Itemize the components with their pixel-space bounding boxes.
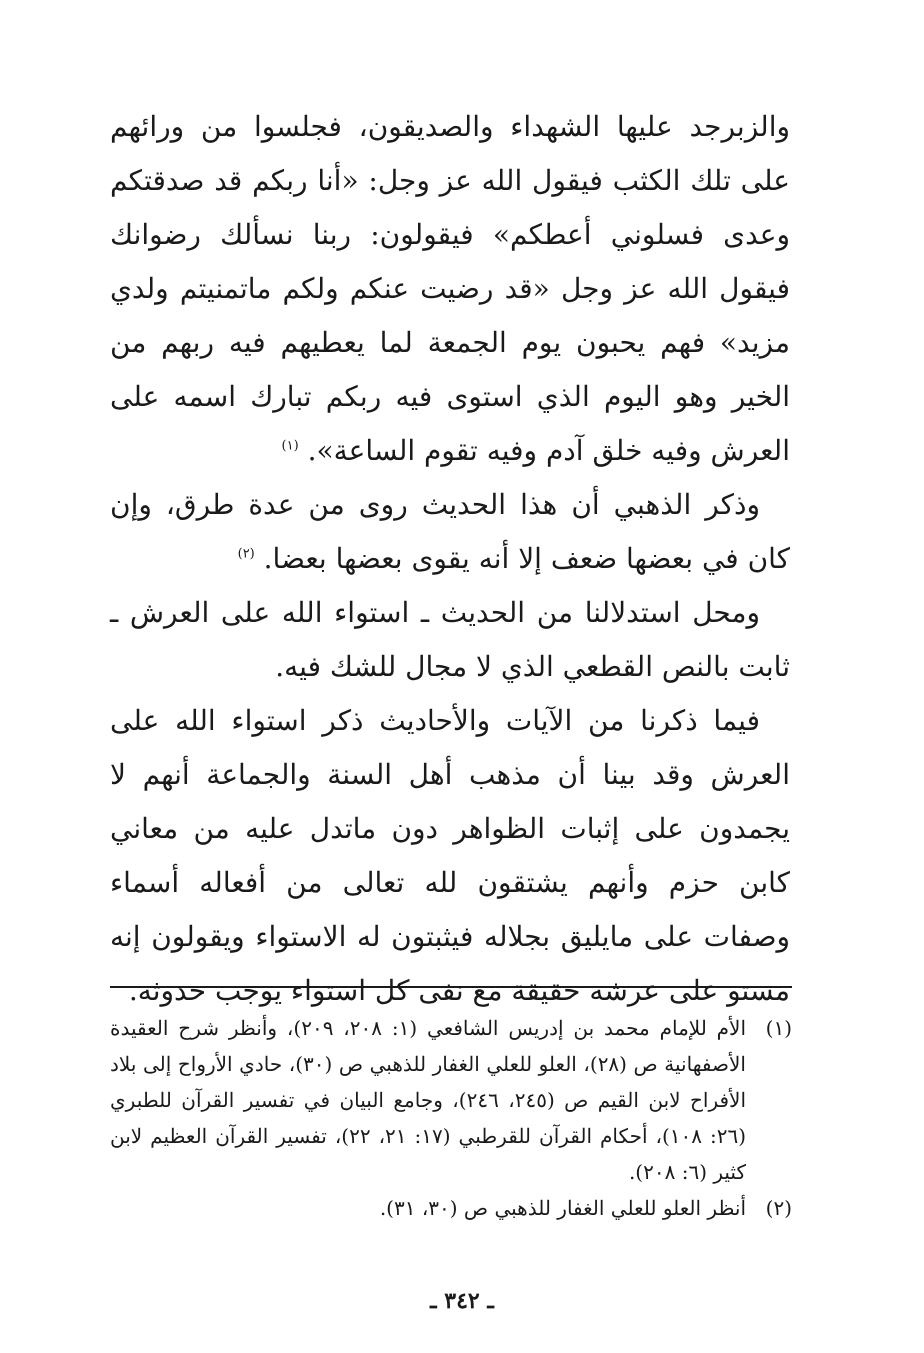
paragraph-2 bbox=[110, 478, 790, 586]
footnote-divider bbox=[110, 986, 792, 988]
main-text bbox=[110, 100, 790, 1018]
paragraph-4-text: فيما ذكرنا من الآيات والأحاديث ذكر استواء الله على العرش وقد بينا أن مذهب أهل السنة والجماعة أنهم لا يجمدون على إثبات الظواهر دون ماتدل عليه من معاني كابن حزم وأنهم يشتقون لله تعالى من أفعاله أسماء وصفات على مايليق بجلاله فيثبتون له الاستواء ويقولون إنه مستو على عرشه حقيقة مع نفى كل استواء يوجب حدوثه. bbox=[110, 704, 790, 1007]
footnote-1 bbox=[110, 1010, 792, 1190]
footnote-2-text: أنظر العلو للعلي الغفار للذهبي ص (٣٠، ٣١). bbox=[379, 1196, 746, 1220]
footnote-1-number: (١) bbox=[765, 1016, 792, 1040]
paragraph-1-text: والزبرجد عليها الشهداء والصديقون، فجلسوا من ورائهم على تلك الكثب فيقول الله عز وجل: «أنا ربكم قد صدقتكم وعدى فسلوني أعطكم» فيقولون: ربنا نسألك رضوانك فيقول الله عز وجل «قد رضيت عنكم ولكم ماتمنيتم ولدي مزيد» فهم يحبون يوم الجمعة لما يعطيهم فيه ربهم من الخير وهو اليوم الذي استوى فيه ربكم تبارك اسمه على العرش وفيه خلق آدم وفيه تقوم الساعة». bbox=[110, 110, 790, 467]
paragraph-3-text: ومحل استدلالنا من الحديث ـ استواء الله على العرش ـ ثابت بالنص القطعي الذي لا مجال للشك فيه. bbox=[110, 596, 790, 683]
paragraph-2-text: وذكر الذهبي أن هذا الحديث روى من عدة طرق، وإن كان في بعضها ضعف إلا أنه يقوى بعضها بعضا. bbox=[110, 488, 790, 575]
page-number: ـ ٣٤٢ ـ bbox=[430, 1288, 494, 1314]
footnote-ref-1: (١) bbox=[281, 438, 299, 454]
footnotes bbox=[110, 1010, 792, 1226]
footnote-ref-2: (٢) bbox=[237, 546, 255, 562]
footnote-2-number: (٢) bbox=[765, 1196, 792, 1220]
paragraph-3 bbox=[110, 586, 790, 694]
paragraph-1 bbox=[110, 100, 790, 478]
footnote-2 bbox=[110, 1190, 792, 1226]
paragraph-4 bbox=[110, 694, 790, 1018]
footnote-1-text: الأم للإمام محمد بن إدريس الشافعي (١: ٢٠٨، ٢٠٩)، وأنظر شرح العقيدة الأصفهانية ص (٢٨)، العلو للعلي الغفار للذهبي ص (٣٠)، حادي الأرواح إلى بلاد الأفراح لابن القيم ص (٢٤٥، ٢٤٦)، وجامع البيان في تفسير القرآن للطبري (٢٦: ١٠٨)، أحكام القرآن للقرطبي (١٧: ٢١، ٢٢)، تفسير القرآن العظيم لابن كثير (٦: ٢٠٨). bbox=[110, 1016, 747, 1184]
